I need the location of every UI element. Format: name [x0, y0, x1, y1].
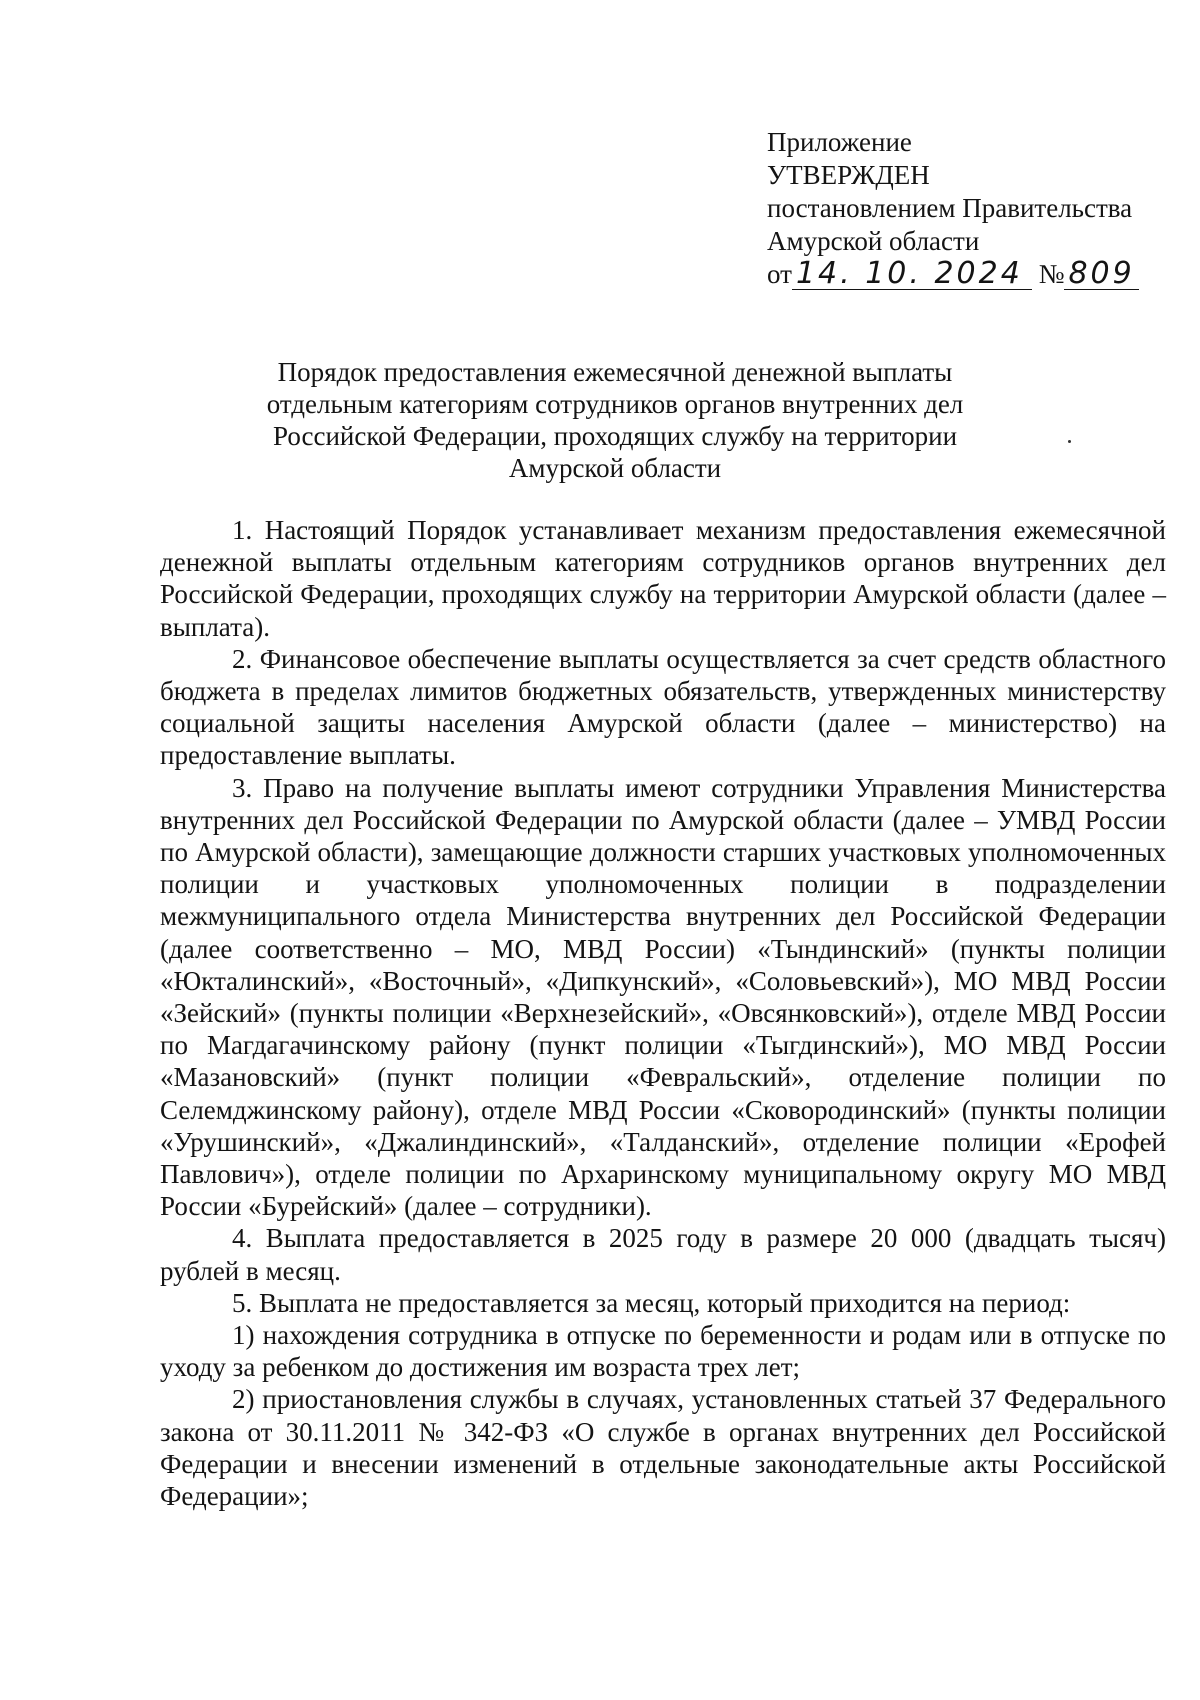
title-line-3: Российской Федерации, проходящих службу на территории: [272, 421, 958, 451]
date-prefix: от: [767, 259, 792, 289]
number-prefix: №: [1038, 259, 1065, 289]
handwritten-number: 809: [1064, 259, 1138, 290]
handwritten-date: 14. 10. 2024: [792, 259, 1032, 290]
approved-label: УТВЕРЖДЕН: [767, 160, 930, 190]
paragraph-3: 3. Право на получение выплаты имеют сотрудники Управления Министерства внутренних дел Российской Федерации по Амурской области (далее – УМВД России по Амурской области), замещающие должности старших участковых уполномоченных полиции и участковых уполномоченных полиции в подразделении межмуниципального отдела Министерства внутренних дел Российской Федерации (далее соответственно – МО, МВД России) «Тындинский» (пункты полиции «Юкталинский», «Восточный», «Дипкунский», «Соловьевский»), МО МВД России «Зейский» (пункты полиции «Верхнезейский», «Овсянковский»), отделе МВД России по Магдагачинскому району (пункт полиции «Тыгдинский»), МО МВД России «Мазановский» (пункт полиции «Февральский», отделение полиции по Селемджинскому району), отделе МВД России «Сковородинский» (пункты полиции «Урушинский», «Джалиндинский», «Талданский», отделение полиции «Ерофей Павлович»), отделе полиции по Архаринскому муниципальному округу МО МВД России «Бурейский» (далее – сотрудники).: [160, 772, 1166, 1222]
paragraph-5-1: 1) нахождения сотрудника в отпуске по беременности и родам или в отпуске по уходу за ребенком до достижения им возраста трех лет;: [160, 1320, 1166, 1383]
document-body: [160, 514, 1166, 1512]
approved-by: постановлением Правительства: [767, 193, 1133, 223]
title-line-2: отдельным категориям сотрудников органов внутренних дел: [266, 389, 964, 419]
title-line-1: Порядок предоставления ежемесячной денежной выплаты: [277, 357, 953, 387]
paragraph-5: 5. Выплата не предоставляется за месяц, который приходится на период:: [232, 1287, 1071, 1318]
approval-block: [767, 126, 1139, 291]
document-title: [170, 356, 1060, 484]
paragraph-4: 4. Выплата предоставляется в 2025 году в размере 20 000 (двадцать тысяч) рублей в месяц.: [160, 1223, 1166, 1286]
date-number-line: [767, 258, 1139, 291]
appendix-label: Приложение: [767, 127, 912, 157]
region-name: Амурской области: [767, 226, 980, 256]
paragraph-5-2: 2) приостановления службы в случаях, установленных статьей 37 Федерального закона от 30.11.2011 № 342-ФЗ «О службе в органах внутренних дел Российской Федерации и внесении изменений в отдельные законодательные акты Российской Федерации»;: [160, 1384, 1166, 1512]
paragraph-1: 1. Настоящий Порядок устанавливает механизм предоставления ежемесячной денежной выплаты отдельным категориям сотрудников органов внутренних дел Российской Федерации, проходящих службу на территории Амурской области (далее – выплата).: [160, 515, 1166, 642]
paragraph-2: 2. Финансовое обеспечение выплаты осуществляется за счет средств областного бюджета в пределах лимитов бюджетных обязательств, утвержденных министерству социальной защиты населения Амурской области (далее – министерство) на предоставление выплаты.: [160, 643, 1166, 771]
scan-speck: [1068, 440, 1071, 443]
title-line-4: Амурской области: [508, 453, 722, 483]
